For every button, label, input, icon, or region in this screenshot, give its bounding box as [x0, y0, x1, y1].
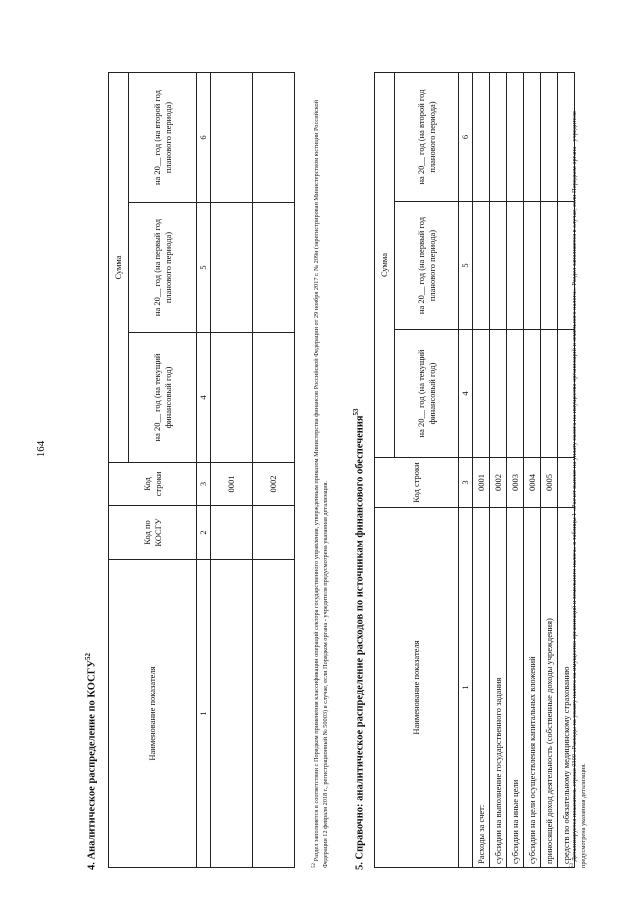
header-row-code: Код строки: [109, 462, 197, 505]
cell-value[interactable]: [473, 201, 490, 329]
cell-value[interactable]: [524, 72, 541, 201]
cell-value[interactable]: [211, 202, 253, 332]
header-sum: Сумма: [109, 72, 129, 462]
header-first-plan-year: на 20__ год (на первый год планового периода): [129, 202, 197, 332]
cell-value[interactable]: [507, 72, 524, 201]
funding-sources-table: [374, 72, 575, 868]
cell-name: Расходы за счет:: [473, 507, 490, 867]
rotated-page: [50, 28, 590, 878]
cell-value[interactable]: [211, 72, 253, 202]
cell-value[interactable]: [524, 201, 541, 329]
footnote-53: [570, 73, 588, 868]
cell-value[interactable]: [211, 332, 253, 462]
header-indicator-name: Наименование показателя: [109, 559, 197, 867]
header-current-year: на 20__ год (на текущий финансовый год): [129, 332, 197, 462]
cell-code: 0001: [473, 457, 490, 507]
cell-name[interactable]: [253, 559, 295, 867]
cell-code: 0002: [490, 457, 507, 507]
table-row: [211, 72, 253, 867]
table-row: [253, 72, 295, 867]
col-number: 6: [459, 72, 473, 201]
cell-value[interactable]: [253, 72, 295, 202]
table-row: [524, 72, 541, 867]
cell-name[interactable]: [211, 559, 253, 867]
header-sum: Сумма: [375, 72, 395, 457]
footnote-52-mark: 52: [312, 862, 317, 868]
cell-code: 0001: [211, 462, 253, 505]
col-number: 5: [459, 201, 473, 329]
footnote-53-text: Детализируется показатель строки 0300 «Расходы на уплату налога на имущество организаций и земельного налога» в таблицы 1 «Расчет выплат на уплату налога на имущество организаций и земельного налога». Раздел заполняется в случае, если Порядком органа - учредителя предусмотрена указанная детализация.: [571, 110, 587, 868]
header-current-year: на 20__ год (на текущий финансовый год): [395, 329, 459, 457]
header-second-plan-year: на 20__ год (на второй год планового периода): [129, 72, 197, 202]
header-indicator-name: Наименование показателя: [375, 507, 459, 867]
footnote-53-mark: 53: [570, 862, 575, 868]
col-number: 4: [459, 329, 473, 457]
cell-name: субсидии на цели осуществления капитальных вложений: [524, 507, 541, 867]
kosgu-table: [108, 72, 295, 868]
cell-name: средств по обязательному медицинскому страхованию: [558, 507, 575, 867]
cell-name: субсидии на иные цели: [507, 507, 524, 867]
cell-value[interactable]: [473, 72, 490, 201]
header-second-plan-year: на 20__ год (на второй год планового периода): [395, 72, 459, 201]
cell-value[interactable]: [473, 329, 490, 457]
cell-code: 0004: [524, 457, 541, 507]
cell-value[interactable]: [490, 72, 507, 201]
section5-footnote-mark: 53: [352, 407, 360, 415]
cell-value[interactable]: [507, 201, 524, 329]
cell-kosgu[interactable]: [211, 505, 253, 559]
cell-value[interactable]: [541, 329, 558, 457]
section4-title: 4. Аналитическое распределение по КОСГУ$^{52}$: [84, 652, 98, 870]
section4-footnote-mark: 52: [84, 652, 92, 660]
cell-value[interactable]: [524, 329, 541, 457]
header-row-code: Код строки: [375, 457, 459, 507]
footnote-52-text: Раздел заполняется в соответствии с Порядком применения классификации операций сектора государственного управления, утвержденным приказом Министерства финансов Российской Федерации от 29 ноября 2017 г. № 209н (зарегистрирован Министерством юстиции Российской Федерации 12 февраля 2018 г., регистрационный № 50003) в случае, если Порядком органа - учредителя предусмотрена указанная детализация.: [313, 99, 329, 868]
section5-title: 5. Справочно: аналитическое распределение расходов по источникам финансового обеспечения$^{53}$: [352, 407, 366, 870]
cell-value[interactable]: [490, 329, 507, 457]
col-number: 2: [197, 505, 211, 559]
cell-value[interactable]: [253, 332, 295, 462]
col-number: 4: [197, 332, 211, 462]
page-number: 164: [35, 440, 47, 458]
table-row: [507, 72, 524, 867]
col-number: 1: [197, 559, 211, 867]
col-number: 3: [459, 457, 473, 507]
cell-value[interactable]: [490, 201, 507, 329]
cell-value[interactable]: [253, 202, 295, 332]
table-row: [541, 72, 558, 867]
cell-value[interactable]: [541, 201, 558, 329]
cell-code: 0003: [507, 457, 524, 507]
cell-code: 0005: [541, 457, 558, 507]
col-number: 6: [197, 72, 211, 202]
header-kosgu-code: Код по КОСГУ: [109, 505, 197, 559]
cell-kosgu[interactable]: [253, 505, 295, 559]
cell-code: 0002: [253, 462, 295, 505]
header-first-plan-year: на 20__ год (на первый год планового периода): [395, 201, 459, 329]
cell-name: субсидии на выполнение государственного задания: [490, 507, 507, 867]
col-number: 3: [197, 462, 211, 505]
table-row: [473, 72, 490, 867]
cell-value[interactable]: [541, 72, 558, 201]
footnote-52: [312, 73, 330, 868]
table-row: [490, 72, 507, 867]
col-number: 1: [459, 507, 473, 867]
cell-value[interactable]: [507, 329, 524, 457]
cell-name: приносящей доход деятельность (собственные доходы учреждения): [541, 507, 558, 867]
col-number: 5: [197, 202, 211, 332]
